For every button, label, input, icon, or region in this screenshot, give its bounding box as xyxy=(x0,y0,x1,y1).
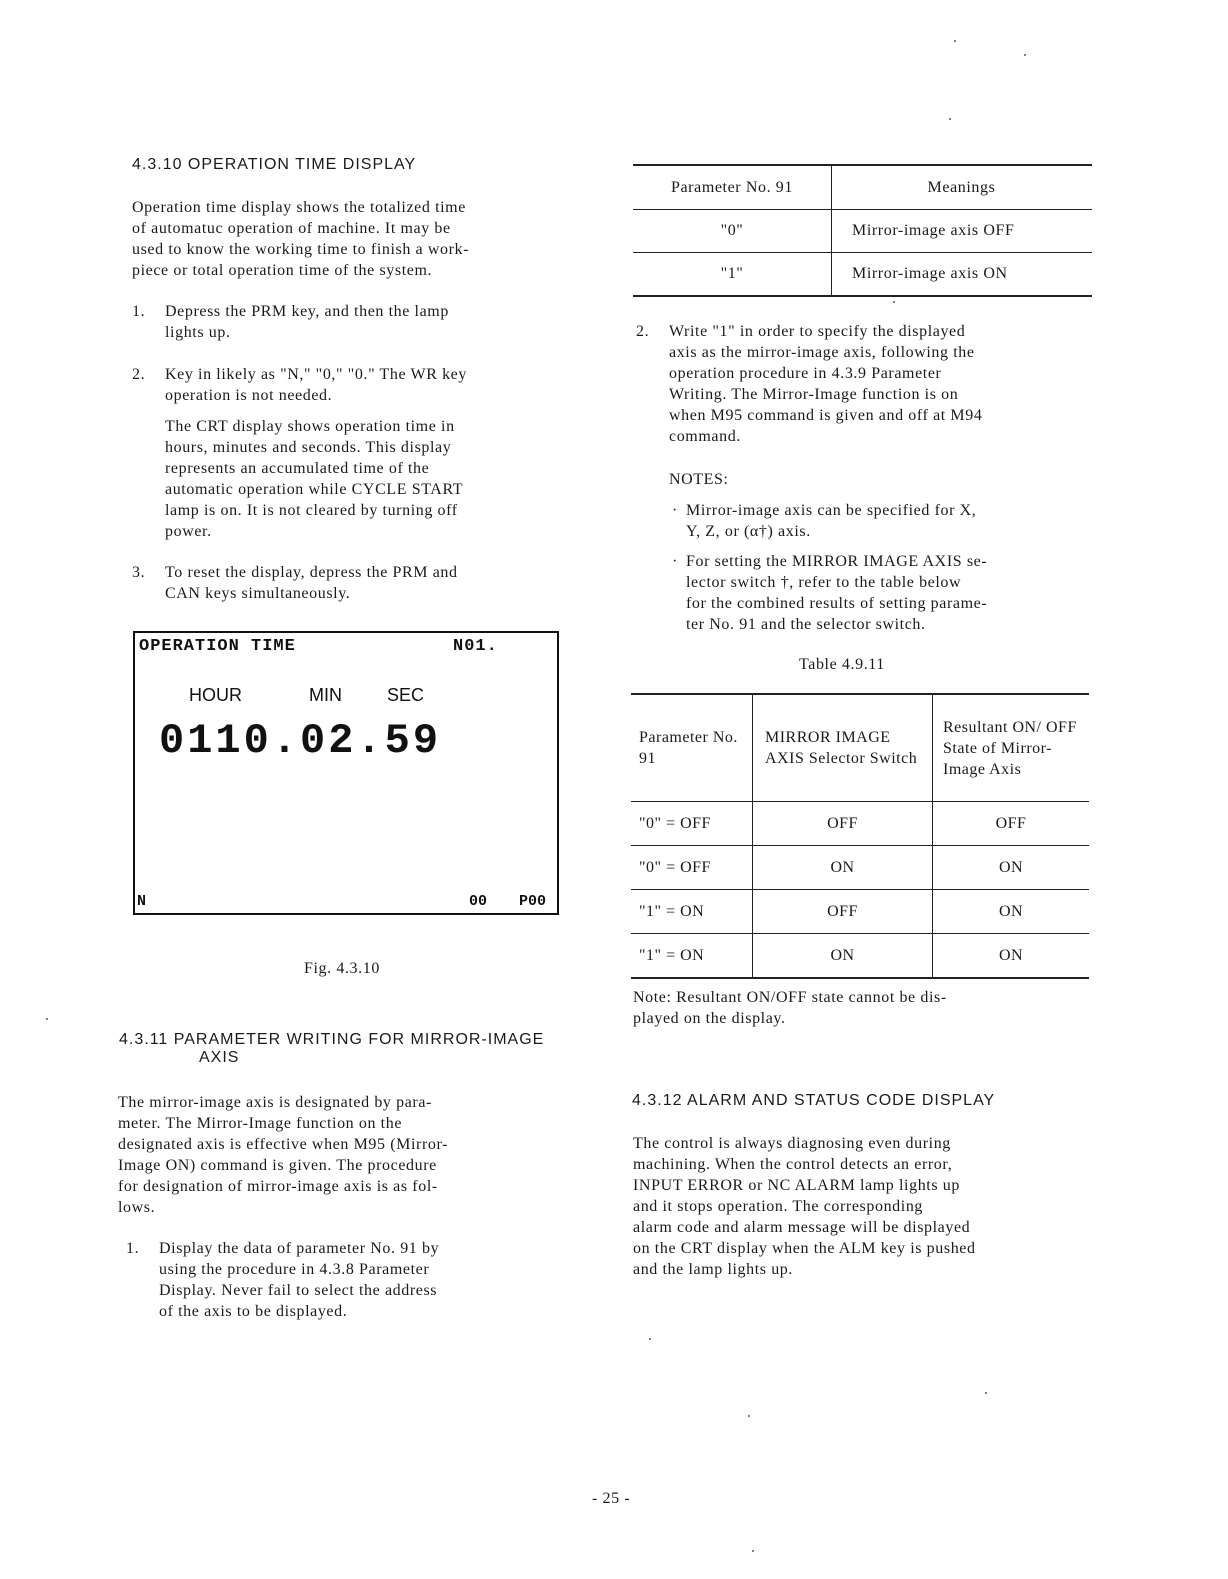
table-caption: Table 4.9.11 xyxy=(799,656,885,673)
table-cell: ON xyxy=(933,846,1090,890)
note-1 xyxy=(672,500,1092,542)
body-line: and it stops operation. The corresponding xyxy=(633,1198,924,1215)
body-line: alarm code and alarm message will be displayed xyxy=(633,1219,971,1236)
intro-line: used to know the working time to finish a work- xyxy=(132,241,470,258)
intro-line: Operation time display shows the totalized time xyxy=(132,199,466,216)
intro-line: meter. The Mirror-Image function on the xyxy=(118,1115,403,1132)
section-4311-heading xyxy=(119,1031,544,1067)
body-line: machining. When the control detects an error, xyxy=(633,1156,953,1173)
step-number: 1. xyxy=(132,303,146,320)
table-cell: ON xyxy=(933,890,1090,934)
crt-title: OPERATION TIME xyxy=(139,637,296,656)
table-header-cell: Meanings xyxy=(832,165,1093,210)
table-header-cell: Resultant ON/ OFF State of Mirror-Image Axis xyxy=(933,694,1090,802)
step-line: axis as the mirror-image axis, following the xyxy=(669,344,975,361)
mirror-image-result-table xyxy=(631,693,1089,979)
step-line: of the axis to be displayed. xyxy=(159,1303,348,1320)
section-4310-heading: 4.3.10 OPERATION TIME DISPLAY xyxy=(132,156,417,173)
scan-speck xyxy=(893,301,895,303)
section-4312-body xyxy=(633,1133,1103,1280)
intro-line: of automatuc operation of machine. It may be xyxy=(132,220,451,237)
step-line: Writing. The Mirror-Image function is on xyxy=(669,386,959,403)
table-cell: ON xyxy=(753,934,933,979)
table-cell: Mirror-image axis OFF xyxy=(832,210,1093,253)
step-line: lamp is on. It is not cleared by turning off xyxy=(165,502,458,519)
body-line: and the lamp lights up. xyxy=(633,1261,794,1278)
step-line: Key in likely as "N," "0," "0." The WR key xyxy=(165,366,467,383)
crt-sec-label: SEC xyxy=(387,685,425,705)
intro-line: piece or total operation time of the system. xyxy=(132,262,433,279)
table-cell: OFF xyxy=(753,890,933,934)
step-2 xyxy=(132,364,602,542)
heading-line: 4.3.11 PARAMETER WRITING FOR MIRROR-IMAGE xyxy=(119,1031,545,1048)
body-line: on the CRT display when the ALM key is pushed xyxy=(633,1240,976,1257)
section-4311-intro xyxy=(118,1092,588,1218)
step-line: when M95 command is given and off at M94 xyxy=(669,407,983,424)
step-number: 1. xyxy=(126,1240,140,1257)
table-cell: Mirror-image axis ON xyxy=(832,253,1093,297)
step-line: hours, minutes and seconds. This display xyxy=(165,439,452,456)
crt-bottom-mid: 00 xyxy=(469,893,488,910)
table-header-cell: MIRROR IMAGE AXIS Selector Switch xyxy=(753,694,933,802)
section-4311-step-1 xyxy=(126,1238,586,1322)
crt-min-label: MIN xyxy=(309,685,342,705)
step-line: using the procedure in 4.3.8 Parameter xyxy=(159,1261,430,1278)
note-line: ter No. 91 and the selector switch. xyxy=(686,616,926,633)
parameter-91-table xyxy=(633,164,1092,297)
note-line: Mirror-image axis can be specified for X, xyxy=(686,502,977,519)
body-line: INPUT ERROR or NC ALARM lamp lights up xyxy=(633,1177,960,1194)
bullet: · xyxy=(672,553,678,570)
scan-speck xyxy=(985,1392,987,1394)
table-row xyxy=(633,210,1092,253)
table-note xyxy=(633,987,1093,1029)
table-header-row xyxy=(633,165,1092,210)
step-line: power. xyxy=(165,523,212,540)
crt-bottom-left: N xyxy=(137,893,147,910)
step-1 xyxy=(132,301,592,343)
step-line: The CRT display shows operation time in xyxy=(165,418,455,435)
scan-speck xyxy=(954,40,956,42)
figure-caption: Fig. 4.3.10 xyxy=(304,960,380,977)
crt-number: N01. xyxy=(453,637,498,656)
notes-label: NOTES: xyxy=(669,471,729,488)
scan-speck xyxy=(46,1018,48,1020)
step-line: To reset the display, depress the PRM and xyxy=(165,564,458,581)
intro-line: The mirror-image axis is designated by para- xyxy=(118,1094,432,1111)
section-4312-heading: 4.3.12 ALARM AND STATUS CODE DISPLAY xyxy=(632,1092,996,1109)
step-line: represents an accumulated time of the xyxy=(165,460,430,477)
step-line: automatic operation while CYCLE START xyxy=(165,481,464,498)
table-cell: "0" xyxy=(633,210,832,253)
note-2 xyxy=(672,551,1102,635)
crt-time-value: 0110.02.59 xyxy=(159,717,442,765)
body-line: The control is always diagnosing even during xyxy=(633,1135,951,1152)
table-row xyxy=(633,253,1092,297)
table-row xyxy=(631,934,1089,979)
crt-bottom-right: P00 xyxy=(519,893,547,910)
note-line: played on the display. xyxy=(633,1010,786,1027)
note-line: Note: Resultant ON/OFF state cannot be dis- xyxy=(633,989,947,1006)
note-line: lector switch †, refer to the table below xyxy=(686,574,962,591)
scan-speck xyxy=(1024,54,1026,56)
table-cell: OFF xyxy=(933,802,1090,846)
table-cell: ON xyxy=(933,934,1090,979)
step-line: Display. Never fail to select the address xyxy=(159,1282,438,1299)
step-line: operation is not needed. xyxy=(165,387,333,404)
note-line: For setting the MIRROR IMAGE AXIS se- xyxy=(686,553,988,570)
scan-speck xyxy=(752,1550,754,1552)
step-number: 2. xyxy=(132,366,146,383)
step-number: 2. xyxy=(636,323,650,340)
table-row xyxy=(631,846,1089,890)
right-step-2 xyxy=(636,321,1096,447)
table-row xyxy=(631,802,1089,846)
note-line: for the combined results of setting parame- xyxy=(686,595,988,612)
scan-speck xyxy=(649,1338,651,1340)
step-3 xyxy=(132,562,592,604)
table-cell: "0" = OFF xyxy=(631,802,753,846)
section-4310-intro xyxy=(132,197,582,281)
intro-line: designated axis is effective when M95 (Mirror- xyxy=(118,1136,449,1153)
table-header-cell: Parameter No. 91 xyxy=(633,165,832,210)
step-line: command. xyxy=(669,428,741,445)
crt-hour-label: HOUR xyxy=(189,685,242,705)
heading-line: AXIS xyxy=(199,1049,240,1066)
table-cell: "1" = ON xyxy=(631,934,753,979)
intro-line: Image ON) command is given. The procedure xyxy=(118,1157,437,1174)
table-cell: "1" = ON xyxy=(631,890,753,934)
table-cell: OFF xyxy=(753,802,933,846)
table-cell: "1" xyxy=(633,253,832,297)
table-header-cell: Parameter No. 91 xyxy=(631,694,753,802)
table-cell: ON xyxy=(753,846,933,890)
scan-speck xyxy=(748,1415,750,1417)
crt-display xyxy=(133,631,559,915)
table-row xyxy=(631,890,1089,934)
scan-speck xyxy=(949,118,951,120)
step-line: Depress the PRM key, and then the lamp xyxy=(165,303,449,320)
note-line: Y, Z, or (α†) axis. xyxy=(686,523,811,540)
step-line: operation procedure in 4.3.9 Parameter xyxy=(669,365,942,382)
step-line: lights up. xyxy=(165,324,231,341)
table-header-row xyxy=(631,694,1089,802)
step-line: Write "1" in order to specify the displayed xyxy=(669,323,966,340)
page-number: - 25 - xyxy=(592,1490,631,1507)
step-line: CAN keys simultaneously. xyxy=(165,585,351,602)
intro-line: lows. xyxy=(118,1199,156,1216)
step-number: 3. xyxy=(132,564,146,581)
bullet: · xyxy=(672,502,678,519)
step-line: Display the data of parameter No. 91 by xyxy=(159,1240,440,1257)
table-cell: "0" = OFF xyxy=(631,846,753,890)
intro-line: for designation of mirror-image axis is as fol- xyxy=(118,1178,438,1195)
